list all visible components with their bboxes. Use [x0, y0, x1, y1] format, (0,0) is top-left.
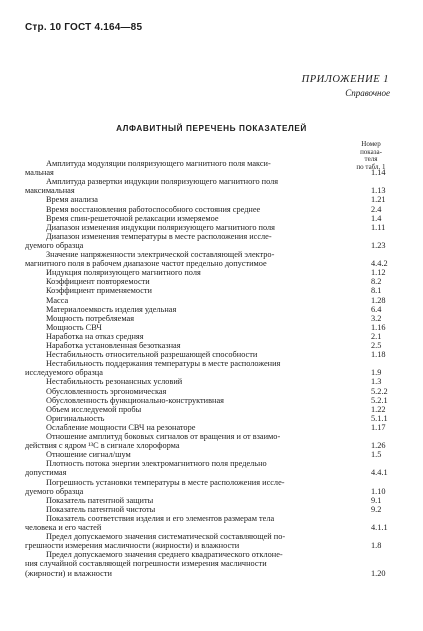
entry-text-line: Амплитуда развертки индукции поляризующего магнитного поля — [46, 177, 279, 187]
entry-number: 5.2.1 — [371, 395, 388, 405]
entry-number: 1.9 — [371, 368, 382, 378]
column-header-line: Номер — [361, 140, 381, 148]
appendix-title: ПРИЛОЖЕНИЕ 1 — [301, 74, 389, 85]
entry-text-line: Наработка на отказ средняя — [46, 331, 144, 341]
entry-number: 6.4 — [371, 304, 382, 314]
column-header-line: теля — [364, 155, 378, 164]
entry-text-line: Коэффициент применяемости — [46, 286, 152, 296]
entry-number: 1.13 — [371, 186, 386, 196]
entry-text-line: Нестабильность поддержания температуры в месте расположения — [46, 359, 281, 369]
entry-text-line: дуемого образца — [25, 240, 84, 250]
entry-number: 2.4 — [371, 204, 382, 214]
entry-number: 4.1.1 — [371, 523, 388, 532]
entry-number: 9.1 — [371, 495, 382, 505]
entry-number: 1.8 — [371, 541, 382, 551]
entry-number: 9.2 — [371, 504, 382, 514]
entry-number: 1.28 — [371, 295, 386, 305]
entry-text-line: Объем исследуемой пробы — [46, 404, 142, 414]
entry-number: 1.3 — [371, 377, 382, 387]
entry-text-line: максимальная — [25, 186, 75, 196]
entry-number: 1.17 — [371, 422, 386, 432]
entry-text-line: допустимая — [25, 468, 67, 478]
entry-text-line: Погрешность установки температуры в месте расположения иссле- — [46, 477, 285, 487]
entry-number: 1.14 — [371, 168, 386, 178]
entry-text-line: Время спин-решеточной релаксации измеряемое — [46, 213, 219, 223]
entry-text-line: Показатель соответствия изделия и его элементов размерам тела — [46, 513, 275, 523]
entry-text-line: исследуемого образца — [25, 368, 103, 378]
entry-number: 1.21 — [371, 195, 386, 205]
entry-number: 2.1 — [371, 331, 382, 341]
entry-number: 1.16 — [371, 322, 386, 332]
entry-text-line: человека и его частей — [25, 523, 102, 532]
entry-number: 3.2 — [371, 313, 382, 323]
entry-number: 8.1 — [371, 286, 382, 296]
entry-text-line: Обусловленность функционально-конструктивная — [46, 395, 224, 405]
entry-number: 5.2.2 — [371, 386, 388, 396]
entry-text-line: Диапазон изменения температуры в месте расположения иссле- — [46, 231, 272, 241]
entry-text-line: Время анализа — [46, 195, 98, 205]
entry-text-line: Мощность потребляемая — [46, 313, 135, 323]
entry-text-line: мальная — [25, 168, 54, 178]
entry-number: 2.5 — [371, 341, 382, 350]
entry-text-line: Нестабильность относительной разрешающей способности — [46, 350, 258, 360]
entry-text-line: Амплитуда модуляции поляризующего магнитного поля макси- — [46, 159, 271, 168]
entry-text-line: Значение напряженности электрической составляющей электро- — [46, 250, 275, 259]
column-header-line: по табл. 1 — [356, 162, 386, 171]
entry-text-line: Показатель патентной защиты — [46, 495, 154, 505]
entry-number: 1.22 — [371, 404, 386, 414]
entry-text-line: магнитного поля в рабочем диапазоне частот предельно допустимое — [25, 259, 267, 269]
list-title: АЛФАВИТНЫЙ ПЕРЕЧЕНЬ ПОКАЗАТЕЛЕЙ — [116, 124, 307, 133]
entry-text-line: Предел допускаемого значения систематической составляющей по- — [46, 532, 286, 542]
entry-text-line: (жирности) и влажности — [25, 568, 112, 578]
entry-text-line: Материалоемкость изделия удельная — [46, 304, 177, 314]
entry-number: 1.12 — [371, 268, 386, 278]
entry-number: 8.2 — [371, 277, 382, 287]
appendix-subtitle: Справочное — [345, 88, 390, 98]
column-header-line: показа- — [360, 147, 382, 156]
entry-text-line: дуемого образца — [25, 486, 84, 496]
entry-number: 1.5 — [371, 450, 382, 460]
entry-number: 1.23 — [371, 240, 386, 250]
entry-text-line: Коэффициент повторяемости — [46, 277, 150, 287]
entry-text-line: Масса — [46, 295, 69, 305]
entry-number: 1.20 — [371, 568, 386, 578]
entry-number: 1.18 — [371, 350, 386, 360]
entry-text-line: Индукция поляризующего магнитного поля — [46, 268, 201, 278]
entry-text-line: Мощность СВЧ — [46, 322, 102, 332]
entry-text-line: грешности измерения масличности (жирности) и влажности — [25, 541, 240, 551]
entry-number: 1.11 — [371, 222, 386, 232]
entry-text-line: ния случайной составляющей погрешности измерения масличности — [25, 559, 267, 569]
entry-number: 4.4.1 — [371, 468, 388, 478]
entry-text-line: Отношение сигнал/шум — [46, 450, 131, 460]
entry-number: 4.4.2 — [371, 259, 388, 269]
entry-text-line: Нестабильность резонансных условий — [46, 377, 183, 387]
entry-number: 5.1.1 — [371, 413, 388, 423]
entry-text-line: Отношение амплитуд боковых сигналов от вращения и от взаимо- — [46, 432, 281, 441]
entry-text-line: Показатель патентной чистоты — [46, 504, 156, 514]
entry-number: 1.10 — [371, 486, 386, 496]
entry-number: 1.26 — [371, 441, 386, 451]
entry-text-line: Ослабление мощности СВЧ на резонаторе — [46, 422, 196, 432]
entry-text-line: Наработка установленная безотказная — [46, 341, 181, 350]
entry-text-line: Время восстановления работоспособного состояния среднее — [46, 204, 261, 214]
entry-number: 1.4 — [371, 213, 382, 223]
entry-text-line: Предел допускаемого значения среднего квадратического отклоне- — [46, 550, 283, 560]
entry-text-line: Оригинальность — [46, 413, 105, 423]
entry-text-line: Плотность потока энергии электромагнитного поля предельно — [46, 459, 267, 469]
running-head: Стр. 10 ГОСТ 4.164—85 — [25, 22, 143, 33]
entry-text-line: действия с ядром ¹³С в сигнале хлороформа — [25, 441, 180, 451]
entry-text-line: Обусловленность эргономическая — [46, 386, 167, 396]
entry-text-line: Диапазон изменения индукции поляризующего магнитного поля — [46, 222, 275, 232]
